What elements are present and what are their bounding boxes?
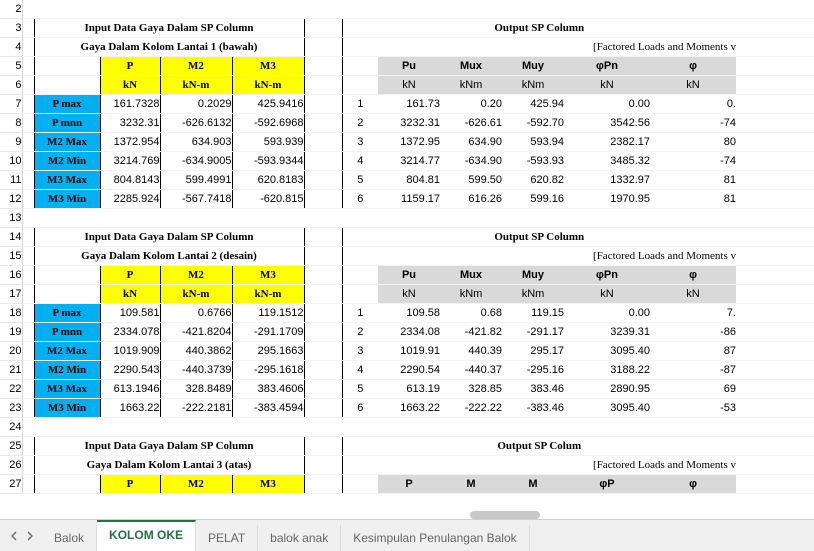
table-row[interactable] bbox=[0, 209, 814, 228]
block3-input-header-P[interactable]: P bbox=[100, 475, 160, 494]
chevron-left-icon bbox=[8, 530, 20, 542]
table-row[interactable] bbox=[0, 114, 814, 133]
block1-out-index[interactable]: 5 bbox=[342, 171, 378, 190]
block2-out-Mux[interactable]: -440.37 bbox=[440, 361, 502, 380]
block2-output-note[interactable]: [Factored Loads and Moments v bbox=[342, 247, 736, 266]
block1-cell-M3[interactable]: 425.9416 bbox=[232, 95, 304, 114]
row-header[interactable]: 17 bbox=[0, 285, 22, 304]
block2-out-phiPn[interactable]: 3095.40 bbox=[564, 399, 650, 418]
block1-out-Mux[interactable]: 616.26 bbox=[440, 190, 502, 209]
row-header[interactable]: 13 bbox=[0, 209, 22, 228]
block1-cell-P[interactable]: 3214.769 bbox=[100, 152, 160, 171]
table-row[interactable] bbox=[0, 380, 814, 399]
table-row[interactable] bbox=[0, 399, 814, 418]
table-row[interactable] bbox=[0, 456, 814, 475]
block2-out-phiPn[interactable]: 3095.40 bbox=[564, 342, 650, 361]
block2-out-Pu[interactable]: 1019.91 bbox=[378, 342, 440, 361]
block1-out-phiPn[interactable]: 0.00 bbox=[564, 95, 650, 114]
block2-out-Muy[interactable]: -291.17 bbox=[502, 323, 564, 342]
block1-input-unit-M2[interactable]: kN-m bbox=[160, 76, 232, 95]
block2-cell-P[interactable]: 613.1946 bbox=[100, 380, 160, 399]
block1-cell-M3[interactable]: 593.939 bbox=[232, 133, 304, 152]
row-header[interactable]: 5 bbox=[0, 57, 22, 76]
row-header[interactable]: 16 bbox=[0, 266, 22, 285]
block2-cell-M3[interactable]: 383.4606 bbox=[232, 380, 304, 399]
table-row[interactable] bbox=[0, 152, 814, 171]
block2-out-Mux[interactable]: 440.39 bbox=[440, 342, 502, 361]
table-row[interactable] bbox=[0, 285, 814, 304]
row-header[interactable]: 10 bbox=[0, 152, 22, 171]
block2-out-Pu[interactable]: 2334.08 bbox=[378, 323, 440, 342]
block1-out-Muy[interactable]: 620.82 bbox=[502, 171, 564, 190]
block2-out-Mux[interactable]: -222.22 bbox=[440, 399, 502, 418]
block1-row-label[interactable]: P mnn bbox=[34, 114, 100, 133]
row-header[interactable]: 20 bbox=[0, 342, 22, 361]
block2-out-Muy[interactable]: 383.46 bbox=[502, 380, 564, 399]
block2-out-Muy[interactable]: -383.46 bbox=[502, 399, 564, 418]
block1-output-unit-phi[interactable]: kN bbox=[650, 76, 736, 95]
sheet-nav-arrows[interactable] bbox=[0, 520, 42, 551]
block1-out-Mux[interactable]: -626.61 bbox=[440, 114, 502, 133]
block1-output-note[interactable]: [Factored Loads and Moments v bbox=[342, 38, 736, 57]
block2-out-phiMn[interactable]: 69 bbox=[650, 380, 736, 399]
block1-output-unit-Mux[interactable]: kNm bbox=[440, 76, 502, 95]
block1-cell-M3[interactable]: 620.8183 bbox=[232, 171, 304, 190]
block1-out-Pu[interactable]: 3232.31 bbox=[378, 114, 440, 133]
table-row[interactable] bbox=[0, 57, 814, 76]
block2-out-phiMn[interactable]: -87 bbox=[650, 361, 736, 380]
block1-out-phiPn[interactable]: 3542.56 bbox=[564, 114, 650, 133]
block1-cell-M3[interactable]: -620.815 bbox=[232, 190, 304, 209]
block1-row-label[interactable]: P max bbox=[34, 95, 100, 114]
row-header[interactable]: 6 bbox=[0, 76, 22, 95]
row-header[interactable]: 14 bbox=[0, 228, 22, 247]
row-header[interactable]: 2 bbox=[0, 0, 22, 19]
block2-output-header-Pu[interactable]: Pu bbox=[378, 266, 440, 285]
table-row[interactable] bbox=[0, 304, 814, 323]
block2-cell-P[interactable]: 1663.22 bbox=[100, 399, 160, 418]
block1-cell-P[interactable]: 161.7328 bbox=[100, 95, 160, 114]
block2-cell-M3[interactable]: -383.4594 bbox=[232, 399, 304, 418]
block2-out-Mux[interactable]: 0.68 bbox=[440, 304, 502, 323]
row-header[interactable]: 23 bbox=[0, 399, 22, 418]
table-row[interactable] bbox=[0, 342, 814, 361]
block1-row-label[interactable]: M3 Min bbox=[34, 190, 100, 209]
block3-input-header-M3[interactable]: M3 bbox=[232, 475, 304, 494]
table-row[interactable] bbox=[0, 76, 814, 95]
block1-out-Pu[interactable]: 3214.77 bbox=[378, 152, 440, 171]
row-header[interactable]: 27 bbox=[0, 475, 22, 494]
block1-out-phiMn[interactable]: 0. bbox=[650, 95, 736, 114]
block1-out-phiPn[interactable]: 1332.97 bbox=[564, 171, 650, 190]
row-header[interactable]: 3 bbox=[0, 19, 22, 38]
block1-output-unit-phiPn[interactable]: kN bbox=[564, 76, 650, 95]
table-row[interactable] bbox=[0, 361, 814, 380]
block2-cell-P[interactable]: 1019.909 bbox=[100, 342, 160, 361]
row-header[interactable]: 24 bbox=[0, 418, 22, 437]
row-header[interactable]: 12 bbox=[0, 190, 22, 209]
block2-input-title[interactable]: Input Data Gaya Dalam SP Column bbox=[34, 228, 304, 247]
block3-output-note[interactable]: [Factored Loads and Moments v bbox=[342, 456, 736, 475]
block2-out-phiMn[interactable]: 7. bbox=[650, 304, 736, 323]
empty-row[interactable] bbox=[22, 0, 814, 19]
block2-output-unit-phi[interactable]: kN bbox=[650, 285, 736, 304]
block1-out-Mux[interactable]: -634.90 bbox=[440, 152, 502, 171]
block2-input-header-M3[interactable]: M3 bbox=[232, 266, 304, 285]
chevron-right-icon bbox=[24, 530, 36, 542]
block2-output-header-Muy[interactable]: Muy bbox=[502, 266, 564, 285]
block2-out-Pu[interactable]: 2290.54 bbox=[378, 361, 440, 380]
block2-out-Muy[interactable]: -295.16 bbox=[502, 361, 564, 380]
block2-cell-M3[interactable]: -295.1618 bbox=[232, 361, 304, 380]
block2-out-Muy[interactable]: 119.15 bbox=[502, 304, 564, 323]
block2-output-header-Mux[interactable]: Mux bbox=[440, 266, 502, 285]
block1-out-index[interactable]: 2 bbox=[342, 114, 378, 133]
block2-cell-M3[interactable]: 119.1512 bbox=[232, 304, 304, 323]
block1-out-Mux[interactable]: 0.20 bbox=[440, 95, 502, 114]
block1-out-phiMn[interactable]: 81 bbox=[650, 190, 736, 209]
table-row[interactable] bbox=[0, 38, 814, 57]
block2-input-unit-M2[interactable]: kN-m bbox=[160, 285, 232, 304]
block3-output-header-phi[interactable]: φ bbox=[650, 475, 736, 494]
block2-input-header-P[interactable]: P bbox=[100, 266, 160, 285]
block1-output-unit-Muy[interactable]: kNm bbox=[502, 76, 564, 95]
block1-cell-P[interactable]: 804.8143 bbox=[100, 171, 160, 190]
block1-cell-M2[interactable]: -634.9005 bbox=[160, 152, 232, 171]
block2-out-phiPn[interactable]: 0.00 bbox=[564, 304, 650, 323]
block1-out-phiPn[interactable]: 2382.17 bbox=[564, 133, 650, 152]
sheet-tab-kesimpulan-penulangan-balok[interactable]: Kesimpulan Penulangan Balok bbox=[341, 525, 529, 551]
block2-row-label[interactable]: P max bbox=[34, 304, 100, 323]
row-header[interactable]: 8 bbox=[0, 114, 22, 133]
block1-row-label[interactable]: M2 Max bbox=[34, 133, 100, 152]
row-header[interactable]: 18 bbox=[0, 304, 22, 323]
table-row[interactable] bbox=[0, 228, 814, 247]
block2-cell-M2[interactable]: -222.2181 bbox=[160, 399, 232, 418]
block1-input-header-M2[interactable]: M2 bbox=[160, 57, 232, 76]
row-header[interactable]: 15 bbox=[0, 247, 22, 266]
block1-cell-M2[interactable]: 599.4991 bbox=[160, 171, 232, 190]
block2-input-subtitle[interactable]: Gaya Dalam Kolom Lantai 2 (desain) bbox=[34, 247, 304, 266]
table-row[interactable] bbox=[0, 133, 814, 152]
block1-output-header-phiPn[interactable]: φPn bbox=[564, 57, 650, 76]
block2-cell-M2[interactable]: 328.8489 bbox=[160, 380, 232, 399]
block2-out-phiPn[interactable]: 2890.95 bbox=[564, 380, 650, 399]
block2-input-unit-P[interactable]: kN bbox=[100, 285, 160, 304]
block1-out-phiMn[interactable]: 80 bbox=[650, 133, 736, 152]
table-row[interactable] bbox=[0, 323, 814, 342]
sheet-tab-balok-anak[interactable]: balok anak bbox=[258, 525, 341, 551]
row-header[interactable]: 19 bbox=[0, 323, 22, 342]
block2-output-title[interactable]: Output SP Column bbox=[342, 228, 736, 247]
empty-row[interactable] bbox=[22, 209, 814, 228]
block1-out-Muy[interactable]: 425.94 bbox=[502, 95, 564, 114]
sheet-tab-bar bbox=[0, 519, 814, 551]
block2-out-phiPn[interactable]: 3239.31 bbox=[564, 323, 650, 342]
block1-out-index[interactable]: 3 bbox=[342, 133, 378, 152]
row-header[interactable]: 11 bbox=[0, 171, 22, 190]
block3-output-header-Muy[interactable]: M bbox=[502, 475, 564, 494]
block2-out-index[interactable]: 5 bbox=[342, 380, 378, 399]
block1-output-header-phi[interactable]: φ bbox=[650, 57, 736, 76]
block2-out-Mux[interactable]: -421.82 bbox=[440, 323, 502, 342]
scrollbar-thumb[interactable] bbox=[470, 511, 540, 519]
block2-cell-M2[interactable]: 440.3862 bbox=[160, 342, 232, 361]
block2-output-unit-phiPn[interactable]: kN bbox=[564, 285, 650, 304]
table-row[interactable] bbox=[0, 95, 814, 114]
table-row[interactable] bbox=[0, 171, 814, 190]
block2-out-index[interactable]: 1 bbox=[342, 304, 378, 323]
block1-out-index[interactable]: 4 bbox=[342, 152, 378, 171]
block2-out-Pu[interactable]: 613.19 bbox=[378, 380, 440, 399]
block1-out-Pu[interactable]: 1372.95 bbox=[378, 133, 440, 152]
block1-cell-P[interactable]: 2285.924 bbox=[100, 190, 160, 209]
block1-input-header-P[interactable]: P bbox=[100, 57, 160, 76]
block2-cell-P[interactable]: 2290.543 bbox=[100, 361, 160, 380]
table-row[interactable] bbox=[0, 266, 814, 285]
row-header[interactable]: 21 bbox=[0, 361, 22, 380]
row-header[interactable]: 22 bbox=[0, 380, 22, 399]
row-header[interactable]: 26 bbox=[0, 456, 22, 475]
block1-out-Pu[interactable]: 1159.17 bbox=[378, 190, 440, 209]
block2-out-phiPn[interactable]: 3188.22 bbox=[564, 361, 650, 380]
row-header[interactable]: 7 bbox=[0, 95, 22, 114]
block1-input-unit-M3[interactable]: kN-m bbox=[232, 76, 304, 95]
block1-output-header-Mux[interactable]: Mux bbox=[440, 57, 502, 76]
block3-output-header-Mux[interactable]: M bbox=[440, 475, 502, 494]
table-row[interactable] bbox=[0, 437, 814, 456]
block1-out-Pu[interactable]: 161.73 bbox=[378, 95, 440, 114]
block1-output-unit-Pu[interactable]: kN bbox=[378, 76, 440, 95]
block3-input-title[interactable]: Input Data Gaya Dalam SP Column bbox=[34, 437, 304, 456]
block1-out-phiMn[interactable]: -74 bbox=[650, 114, 736, 133]
block2-out-index[interactable]: 2 bbox=[342, 323, 378, 342]
block1-input-unit-P[interactable]: kN bbox=[100, 76, 160, 95]
block2-out-index[interactable]: 6 bbox=[342, 399, 378, 418]
block1-out-Mux[interactable]: 599.50 bbox=[440, 171, 502, 190]
table-row[interactable] bbox=[0, 19, 814, 38]
block2-input-unit-M3[interactable]: kN-m bbox=[232, 285, 304, 304]
block1-cell-M3[interactable]: -592.6968 bbox=[232, 114, 304, 133]
block1-output-header-Muy[interactable]: Muy bbox=[502, 57, 564, 76]
block2-out-Pu[interactable]: 109.58 bbox=[378, 304, 440, 323]
table-row[interactable] bbox=[0, 475, 814, 494]
table-row[interactable] bbox=[0, 190, 814, 209]
block1-out-Pu[interactable]: 804.81 bbox=[378, 171, 440, 190]
block2-output-header-phi[interactable]: φ bbox=[650, 266, 736, 285]
block1-out-phiPn[interactable]: 1970.95 bbox=[564, 190, 650, 209]
block2-row-label[interactable]: M2 Max bbox=[34, 342, 100, 361]
block1-input-title[interactable]: Input Data Gaya Dalam SP Column bbox=[34, 19, 304, 38]
block3-output-header-Pu[interactable]: P bbox=[378, 475, 440, 494]
sheet-tab-balok[interactable]: Balok bbox=[42, 525, 97, 551]
block2-cell-M2[interactable]: -421.8204 bbox=[160, 323, 232, 342]
block2-out-Muy[interactable]: 295.17 bbox=[502, 342, 564, 361]
block1-out-phiMn[interactable]: 81 bbox=[650, 171, 736, 190]
block2-row-label[interactable]: M3 Max bbox=[34, 380, 100, 399]
table-row[interactable] bbox=[0, 247, 814, 266]
block2-out-index[interactable]: 3 bbox=[342, 342, 378, 361]
block1-out-Muy[interactable]: -592.70 bbox=[502, 114, 564, 133]
block1-cell-M3[interactable]: -593.9344 bbox=[232, 152, 304, 171]
block1-cell-M2[interactable]: -626.6132 bbox=[160, 114, 232, 133]
block2-out-phiMn[interactable]: 87 bbox=[650, 342, 736, 361]
block2-output-unit-Mux[interactable]: kNm bbox=[440, 285, 502, 304]
block2-cell-M2[interactable]: -440.3739 bbox=[160, 361, 232, 380]
block1-out-Mux[interactable]: 634.90 bbox=[440, 133, 502, 152]
block2-row-label[interactable]: M2 Min bbox=[34, 361, 100, 380]
sheet-tab-pelat[interactable]: PELAT bbox=[196, 525, 258, 551]
table-row[interactable] bbox=[0, 418, 814, 437]
empty-row[interactable] bbox=[22, 418, 814, 437]
sheet-tab-kolom-oke[interactable]: KOLOM OKE bbox=[97, 520, 196, 551]
block1-row-label[interactable]: M3 Max bbox=[34, 171, 100, 190]
block2-row-label[interactable]: P mnn bbox=[34, 323, 100, 342]
block2-cell-P[interactable]: 2334.078 bbox=[100, 323, 160, 342]
block1-out-index[interactable]: 6 bbox=[342, 190, 378, 209]
block1-out-phiPn[interactable]: 3485.32 bbox=[564, 152, 650, 171]
block2-out-phiMn[interactable]: -53 bbox=[650, 399, 736, 418]
block1-cell-M2[interactable]: 634.903 bbox=[160, 133, 232, 152]
block2-output-unit-Pu[interactable]: kN bbox=[378, 285, 440, 304]
block1-cell-M2[interactable]: -567.7418 bbox=[160, 190, 232, 209]
block1-cell-M2[interactable]: 0.2029 bbox=[160, 95, 232, 114]
block1-row-label[interactable]: M2 Min bbox=[34, 152, 100, 171]
block3-input-subtitle[interactable]: Gaya Dalam Kolom Lantai 3 (atas) bbox=[34, 456, 304, 475]
block2-out-Pu[interactable]: 1663.22 bbox=[378, 399, 440, 418]
block1-cell-P[interactable]: 3232.31 bbox=[100, 114, 160, 133]
row-header[interactable]: 25 bbox=[0, 437, 22, 456]
block2-input-header-M2[interactable]: M2 bbox=[160, 266, 232, 285]
block1-out-Muy[interactable]: 599.16 bbox=[502, 190, 564, 209]
row-header[interactable]: 4 bbox=[0, 38, 22, 57]
block2-cell-M3[interactable]: -291.1709 bbox=[232, 323, 304, 342]
block1-out-Muy[interactable]: -593.93 bbox=[502, 152, 564, 171]
block2-out-index[interactable]: 4 bbox=[342, 361, 378, 380]
block1-input-header-M3[interactable]: M3 bbox=[232, 57, 304, 76]
block2-row-label[interactable]: M3 Min bbox=[34, 399, 100, 418]
block3-output-title[interactable]: Output SP Colum bbox=[342, 437, 736, 456]
block1-input-subtitle[interactable]: Gaya Dalam Kolom Lantai 1 (bawah) bbox=[34, 38, 304, 57]
block2-cell-P[interactable]: 109.581 bbox=[100, 304, 160, 323]
block3-output-header-phiPn[interactable]: φP bbox=[564, 475, 650, 494]
row-header[interactable]: 9 bbox=[0, 133, 22, 152]
block3-input-header-M2[interactable]: M2 bbox=[160, 475, 232, 494]
block2-cell-M2[interactable]: 0.6766 bbox=[160, 304, 232, 323]
block2-out-Mux[interactable]: 328.85 bbox=[440, 380, 502, 399]
block1-out-index[interactable]: 1 bbox=[342, 95, 378, 114]
block1-cell-P[interactable]: 1372.954 bbox=[100, 133, 160, 152]
block1-output-title[interactable]: Output SP Column bbox=[342, 19, 736, 38]
block1-out-Muy[interactable]: 593.94 bbox=[502, 133, 564, 152]
block1-out-phiMn[interactable]: -74 bbox=[650, 152, 736, 171]
table-row[interactable] bbox=[0, 0, 814, 19]
block2-output-header-phiPn[interactable]: φPn bbox=[564, 266, 650, 285]
block2-output-unit-Muy[interactable]: kNm bbox=[502, 285, 564, 304]
block2-out-phiMn[interactable]: -86 bbox=[650, 323, 736, 342]
block2-cell-M3[interactable]: 295.1663 bbox=[232, 342, 304, 361]
block1-output-header-Pu[interactable]: Pu bbox=[378, 57, 440, 76]
